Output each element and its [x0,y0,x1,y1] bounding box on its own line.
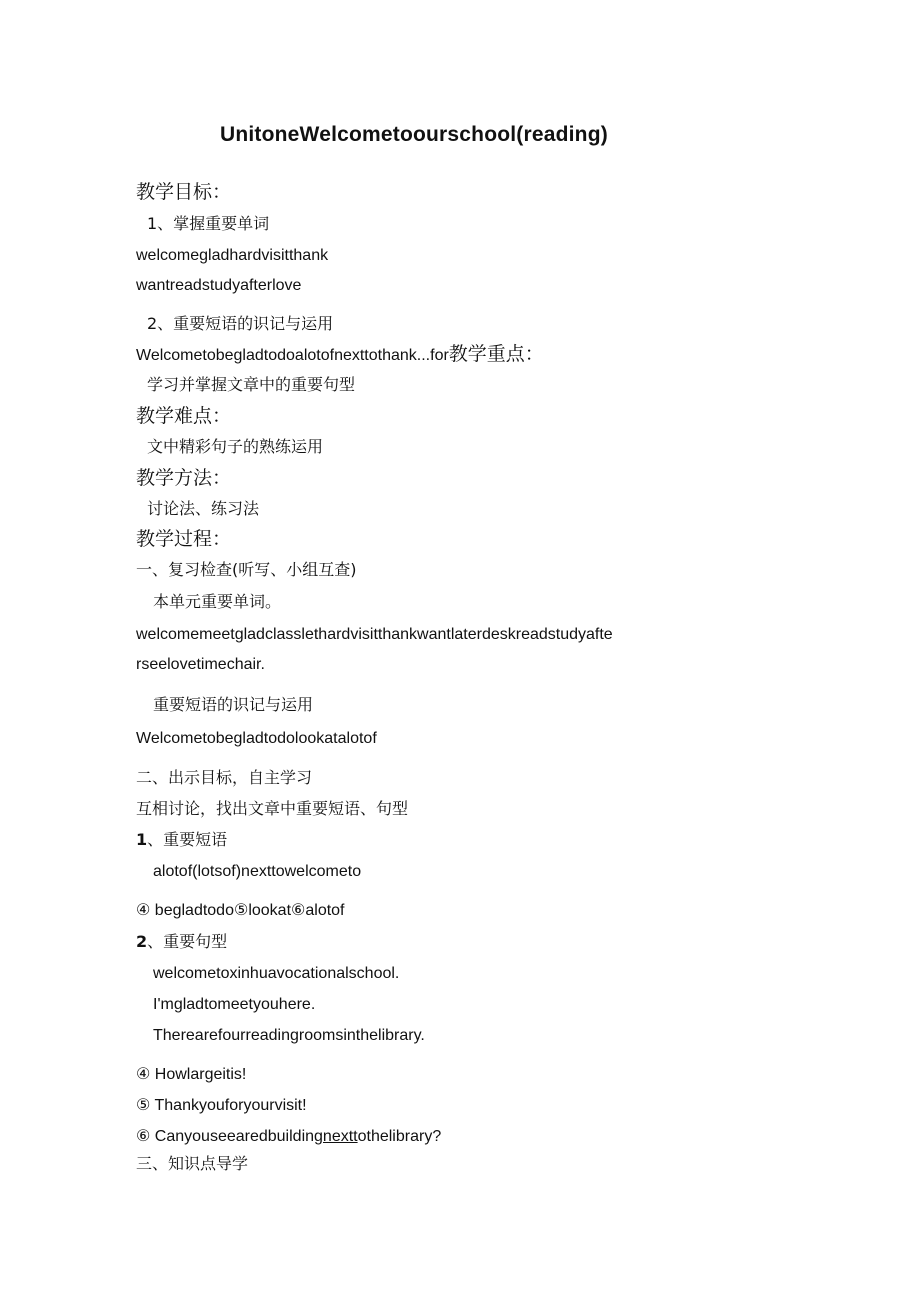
step2-sentences-number: 2 [136,932,148,951]
objective-phrases-line [136,345,544,364]
methods-heading: 教学方法： [136,467,232,489]
step2-sentences-label: 、重要句型 [147,932,228,951]
step1-words-label: 本单元重要单词。 [153,592,282,611]
page-title: UnitoneWelcometoourschool(reading) [220,123,608,146]
step2-instruction: 互相讨论，找出文章中重要短语、句型 [136,799,409,818]
step1-words-line-2: rseelovetimechair. [136,656,265,673]
step2-phrases-label: 、重要短语 [147,830,228,849]
difficulties-heading: 教学难点： [136,405,232,427]
process-heading: 教学过程： [136,528,232,550]
sentence-6 [136,1129,441,1145]
objective-item-phrases: 2、重要短语的识记与运用 [147,314,334,333]
sentence-6-underlined: gnextt [314,1128,358,1145]
sentence-1: welcometoxinhuavocationalschool. [153,965,400,982]
methods-content: 讨论法、练习法 [147,499,260,518]
step2-phrases-line-2: ④ begladtodo⑤lookat⑥alotof [136,902,345,919]
sentence-4: ④ Howlargeitis! [136,1066,247,1083]
objective-phrases-text: Welcometobegladtodoalotofnexttothank...for [136,347,449,364]
step1-phrases-line: Welcometobegladtodolookatalotof [136,730,377,747]
key-points-content: 学习并掌握文章中的重要句型 [147,375,356,394]
step1-words-line-1: welcomemeetgladclasslethardvisitthankwantlaterdeskreadstudyafte [136,626,613,643]
step1-phrases-label: 重要短语的识记与运用 [153,695,314,714]
step2-sentences-heading [136,934,227,950]
sentence-5: ⑤ Thankyouforyourvisit! [136,1097,307,1114]
sentence-2: I'mgladtomeetyouhere. [153,996,316,1013]
step2-phrases-line-1: alotof(lotsof)nexttowelcometo [153,863,362,880]
step3-title: 三、知识点导学 [136,1154,249,1173]
objective-words-line-1: welcomegladhardvisitthank [136,247,329,264]
objectives-heading: 教学目标： [136,181,232,203]
difficulties-content: 文中精彩句子的熟练运用 [147,437,324,456]
step2-phrases-heading [136,832,227,848]
step1-title: 一、复习检查(听写、小组互查) [136,560,357,579]
step2-phrases-number: 1 [136,830,148,849]
step2-title: 二、出示目标，自主学习 [136,768,313,787]
objective-words-line-2: wantreadstudyafterlove [136,277,302,294]
objective-item-words: 1、掌握重要单词 [147,214,270,233]
key-points-heading: 教学重点： [448,343,544,365]
sentence-6-start: ⑥ Canyouseearedbuildin [136,1128,315,1145]
sentence-6-end: othelibrary? [357,1128,442,1145]
sentence-3: Therearefourreadingroomsinthelibrary. [153,1027,425,1044]
